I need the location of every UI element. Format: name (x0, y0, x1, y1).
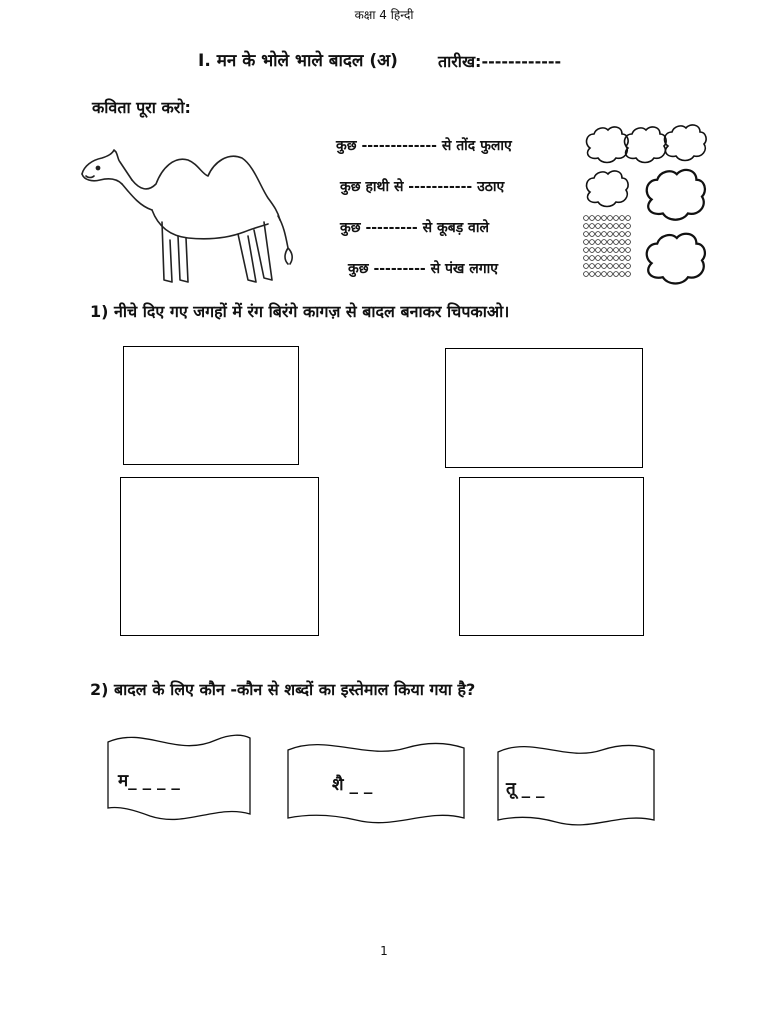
class-title: कक्षा 4 हिन्दी (354, 8, 414, 22)
lesson-title: I. मन के भोले भाले बादल (अ) (198, 51, 398, 71)
poem-line-3: कुछ --------- से कूबड़ वाले (340, 220, 489, 236)
paste-box-4 (459, 477, 644, 636)
poem-line-4: कुछ --------- से पंख लगाए (348, 261, 498, 277)
flag-shape-2 (286, 738, 466, 828)
date-label: तारीख:------------ (438, 52, 562, 71)
flag-word-1: म_ _ _ _ (118, 771, 180, 791)
paste-box-2 (445, 348, 643, 468)
page-number: 1 (380, 944, 388, 958)
poem-line-2: कुछ हाथी से ----------- उठाए (340, 179, 505, 195)
camel-illustration (78, 140, 298, 292)
cloud-illustrations (578, 118, 708, 294)
poem-line-1: कुछ ------------- से तोंद फुलाए (336, 138, 512, 154)
paste-box-1 (123, 346, 299, 465)
paste-box-3 (120, 477, 319, 636)
flag-word-3: तू _ _ (506, 779, 545, 799)
poem-heading: कविता पूरा करो: (92, 98, 191, 117)
flag-word-2: शै _ _ (332, 775, 373, 795)
question-2: 2) बादल के लिए कौन -कौन से शब्दों का इस्तेमाल किया गया है? (90, 680, 476, 699)
question-1: 1) नीचे दिए गए जगहों में रंग बिरंगे कागज़ से बादल बनाकर चिपकाओ। (90, 302, 510, 321)
